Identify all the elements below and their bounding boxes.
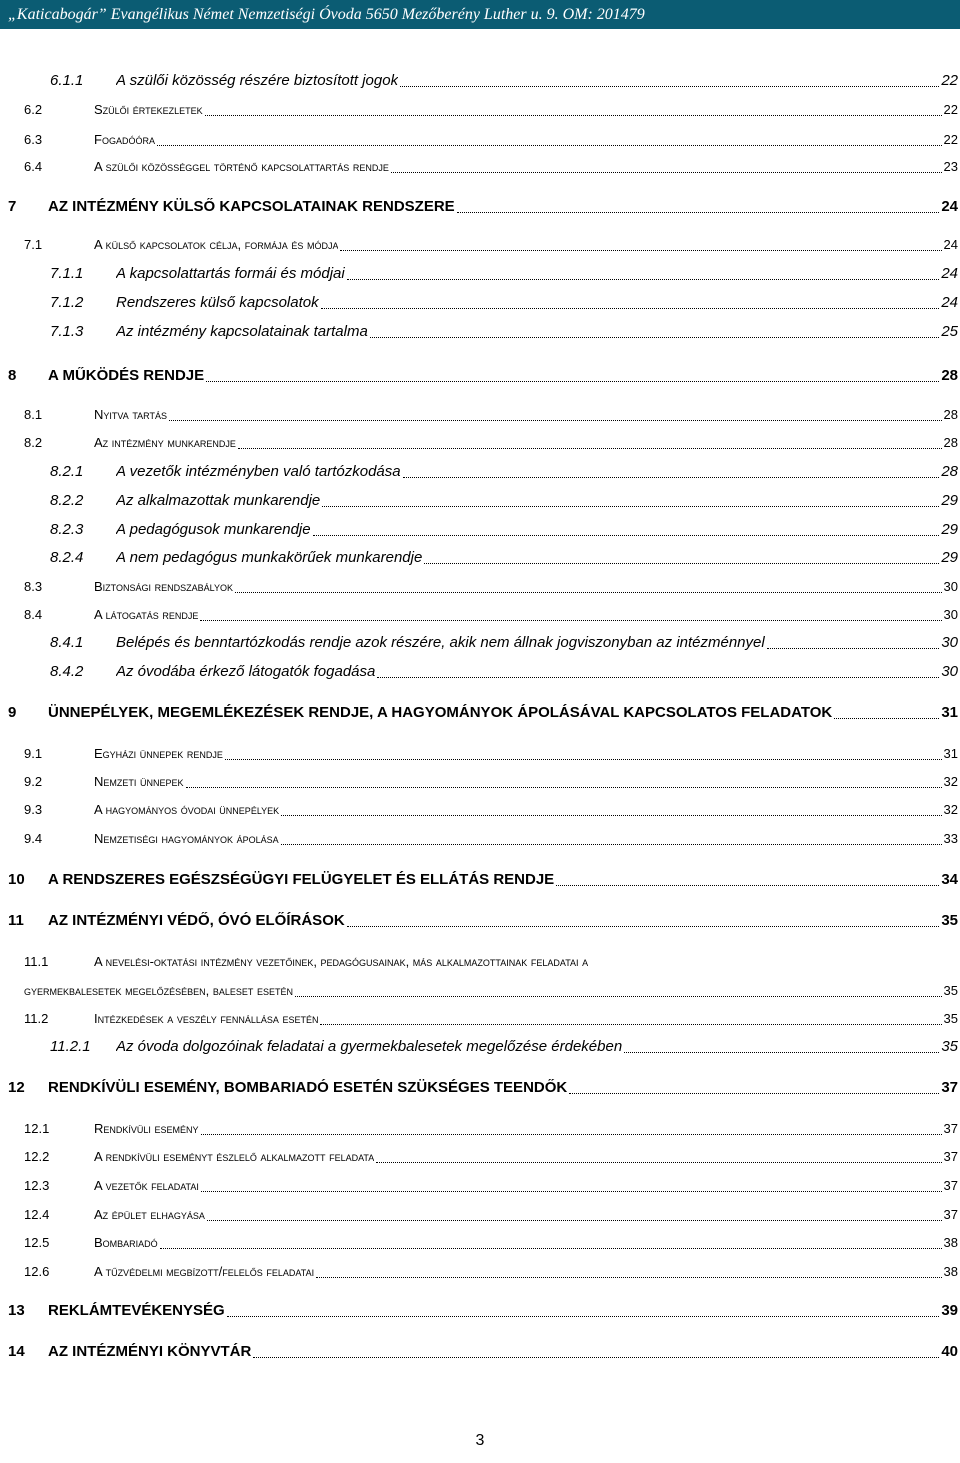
toc-entry-page: 25 [941, 323, 958, 340]
toc-entry-title: Az óvoda dolgozóinak feladatai a gyermekbalesetek megelőzése érdekében [116, 1038, 623, 1055]
toc-entry-number: 11.2.1 [50, 1038, 91, 1055]
toc-entry-page: 30 [943, 579, 958, 594]
toc-entry[interactable] [0, 700, 960, 722]
toc-entry-page: 30 [941, 663, 958, 680]
toc-entry-number: 8.4.2 [50, 663, 84, 680]
toc-entry[interactable] [0, 867, 960, 889]
toc-entry-number: 10 [8, 871, 25, 888]
toc-entry-page: 23 [943, 159, 958, 174]
toc-dot-leader [347, 926, 940, 927]
toc-entry-page: 31 [941, 704, 958, 721]
toc-entry-page: 37 [943, 1149, 958, 1164]
toc-entry[interactable] [0, 261, 960, 283]
toc-dot-leader [321, 308, 940, 309]
toc-entry-page: 22 [941, 72, 958, 89]
toc-dot-leader [225, 759, 942, 760]
toc-entry[interactable] [0, 459, 960, 481]
toc-dot-leader [157, 145, 942, 146]
toc-entry-number: 8.4 [24, 607, 43, 622]
toc-entry-number: 8.4.1 [50, 634, 84, 651]
toc-entry-title: Rendkívüli esemény [94, 1121, 199, 1136]
toc-entry-page: 32 [943, 774, 958, 789]
toc-entry-page: 24 [941, 198, 958, 215]
toc-entry-page: 39 [941, 1302, 958, 1319]
toc-entry-title: Nyitva tartás [94, 407, 168, 422]
toc-entry[interactable] [0, 402, 960, 424]
toc-entry[interactable] [0, 1339, 960, 1361]
toc-dot-leader [347, 279, 940, 280]
toc-entry[interactable] [0, 127, 960, 149]
toc-entry-title: Rendszeres külső kapcsolatok [116, 294, 319, 311]
toc-dot-leader [569, 1093, 939, 1094]
toc-entry-number: 8.2.4 [50, 549, 84, 566]
toc-entry-title: Fogadóóra [94, 132, 155, 147]
toc-entry-number: 11 [8, 912, 24, 929]
toc-dot-leader [316, 1277, 941, 1278]
toc-entry[interactable] [0, 659, 960, 681]
toc-entry[interactable] [0, 319, 960, 341]
toc-entry[interactable] [0, 363, 960, 385]
toc-entry[interactable] [0, 1202, 960, 1224]
toc-entry-title: Az alkalmazottak munkarendje [116, 492, 321, 509]
toc-dot-leader [624, 1052, 939, 1053]
toc-entry[interactable] [0, 1034, 960, 1056]
toc-dot-leader [834, 718, 939, 719]
toc-entry-number: 8.2.2 [50, 492, 84, 509]
toc-entry-title: A vezetők intézményben való tartózkodása [116, 463, 401, 480]
toc-entry[interactable] [0, 154, 960, 176]
toc-entry[interactable] [0, 1144, 960, 1166]
toc-entry-number: 9.4 [24, 831, 43, 846]
toc-entry-page: 40 [941, 1343, 958, 1360]
toc-dot-leader [281, 844, 942, 845]
toc-entry-title: gyermekbalesetek megelőzésében, baleset esetén [24, 983, 294, 998]
toc-dot-leader [556, 885, 939, 886]
toc-entry[interactable] [0, 908, 960, 930]
toc-entry-number: 8.2.1 [50, 463, 84, 480]
toc-entry-title: A kapcsolattartás formái és módjai [116, 265, 345, 282]
toc-entry-page: 24 [941, 265, 958, 282]
toc-entry-page: 29 [941, 521, 958, 538]
toc-entry-page: 34 [941, 871, 958, 888]
toc-entry-title: AZ INTÉZMÉNYI KÖNYVTÁR [48, 1343, 252, 1360]
toc-entry-page: 31 [943, 746, 958, 761]
toc-entry[interactable] [0, 1173, 960, 1195]
toc-entry-title: Az óvodába érkező látogatók fogadása [116, 663, 376, 680]
toc-entry[interactable] [0, 97, 960, 119]
toc-dot-leader [253, 1357, 939, 1358]
toc-entry-number: 14 [8, 1343, 25, 1360]
toc-entry-number: 12 [8, 1079, 25, 1096]
toc-entry[interactable] [0, 574, 960, 596]
toc-entry-page: 35 [941, 912, 958, 929]
toc-entry-title: AZ INTÉZMÉNY KÜLSŐ KAPCSOLATAINAK RENDSZERE [48, 198, 455, 215]
toc-entry[interactable] [0, 769, 960, 791]
toc-entry-number: 7.1 [24, 237, 43, 252]
toc-entry[interactable] [0, 826, 960, 848]
toc-entry-page: 22 [943, 102, 958, 117]
toc-dot-leader [403, 477, 940, 478]
toc-entry-title: A nevelési-oktatási intézmény vezetőinek, pedagógusainak, más alkalmazottainak feladatai a [94, 954, 589, 969]
toc-entry-page: 35 [943, 1011, 958, 1026]
toc-entry[interactable] [0, 949, 960, 971]
toc-entry-title: A külső kapcsolatok célja, formája és módja [94, 237, 339, 252]
toc-entry[interactable] [0, 68, 960, 90]
document-header: „Katicabogár” Evangélikus Német Nemzetiségi Óvoda 5650 Mezőberény Luther u. 9. OM: 201479 [0, 0, 960, 29]
toc-entry-title: A látogatás rendje [94, 607, 199, 622]
toc-entry-title: Az intézmény kapcsolatainak tartalma [116, 323, 368, 340]
toc-dot-leader [238, 448, 942, 449]
toc-entry-page: 35 [941, 1038, 958, 1055]
toc-dot-leader [424, 563, 939, 564]
toc-entry-title: Bombariadó [94, 1235, 158, 1250]
toc-entry[interactable] [0, 290, 960, 312]
toc-entry-page: 30 [943, 607, 958, 622]
toc-entry-number: 12.1 [24, 1121, 50, 1136]
toc-entry-title: Intézkedések a veszély fennállása esetén [94, 1011, 319, 1026]
toc-entry-page: 32 [943, 802, 958, 817]
toc-entry-page: 24 [943, 237, 958, 252]
toc-dot-leader [370, 337, 940, 338]
toc-entry[interactable] [0, 488, 960, 510]
toc-dot-leader [400, 86, 939, 87]
toc-entry-page: 38 [943, 1235, 958, 1250]
toc-entry-title: A vezetők feladatai [94, 1178, 199, 1193]
toc-dot-leader [320, 1024, 941, 1025]
toc-entry-number: 11.2 [24, 1011, 49, 1026]
toc-entry-page: 33 [943, 831, 958, 846]
toc-entry-title: A pedagógusok munkarendje [116, 521, 311, 538]
toc-entry-page: 29 [941, 492, 958, 509]
toc-dot-leader [391, 172, 942, 173]
toc-dot-leader [227, 1316, 940, 1317]
toc-entry-number: 6.1.1 [50, 72, 84, 89]
toc-entry-page: 29 [941, 549, 958, 566]
toc-entry-title: Egyházi ünnepek rendje [94, 746, 223, 761]
toc-entry-page: 28 [943, 407, 958, 422]
toc-entry-page: 30 [941, 634, 958, 651]
toc-entry-page: 28 [943, 435, 958, 450]
toc-dot-leader [206, 381, 939, 382]
toc-entry[interactable] [0, 1075, 960, 1097]
toc-entry-number: 6.4 [24, 159, 43, 174]
toc-entry[interactable] [0, 232, 960, 254]
toc-entry-number: 12.2 [24, 1149, 50, 1164]
toc-entry-number: 12.6 [24, 1264, 50, 1279]
toc-dot-leader [376, 1162, 941, 1163]
toc-entry-title: Belépés és benntartózkodás rendje azok részére, akik nem állnak jogviszonyban az intézménnyel [116, 634, 765, 651]
toc-entry-number: 8.1 [24, 407, 43, 422]
toc-entry[interactable] [0, 797, 960, 819]
toc-dot-leader [207, 1220, 942, 1221]
toc-dot-leader [295, 996, 942, 997]
toc-entry-title: REKLÁMTEVÉKENYSÉG [48, 1302, 225, 1319]
toc-entry-title: Az intézmény munkarendje [94, 435, 236, 450]
toc-dot-leader [205, 115, 942, 116]
toc-entry-page: 37 [943, 1178, 958, 1193]
toc-entry-page: 37 [943, 1121, 958, 1136]
toc-dot-leader [377, 677, 939, 678]
toc-entry[interactable] [0, 517, 960, 539]
toc-dot-leader [160, 1248, 942, 1249]
toc-entry-number: 13 [8, 1302, 25, 1319]
toc-entry-page: 28 [941, 367, 958, 384]
toc-entry[interactable] [0, 741, 960, 763]
toc-dot-leader [201, 1134, 942, 1135]
toc-entry-number: 7.1.2 [50, 294, 84, 311]
toc-entry-number: 11.1 [24, 954, 49, 969]
toc-entry-title: A nem pedagógus munkakörűek munkarendje [116, 549, 423, 566]
toc-dot-leader [767, 648, 940, 649]
toc-entry-title: A rendkívüli eseményt észlelő alkalmazott feladata [94, 1149, 375, 1164]
toc-entry-title: A RENDSZERES EGÉSZSÉGÜGYI FELÜGYELET ÉS ELLÁTÁS RENDJE [48, 871, 555, 888]
toc-entry-title: ÜNNEPÉLYEK, MEGEMLÉKEZÉSEK RENDJE, A HAGYOMÁNYOK ÁPOLÁSÁVAL KAPCSOLATOS FELADATOK [48, 704, 833, 721]
toc-dot-leader [340, 250, 941, 251]
toc-dot-leader [186, 787, 942, 788]
toc-entry[interactable] [0, 1259, 960, 1281]
toc-dot-leader [281, 815, 941, 816]
toc-entry-title: A tűzvédelmi megbízott/felelős feladatai [94, 1264, 315, 1279]
toc-entry-number: 6.3 [24, 132, 43, 147]
toc-entry-page: 24 [941, 294, 958, 311]
toc-entry[interactable] [0, 1006, 960, 1028]
toc-entry-title: A hagyományos óvodai ünnepélyek [94, 802, 280, 817]
page-number: 3 [475, 1432, 485, 1449]
toc-entry[interactable] [0, 1298, 960, 1320]
toc-dot-leader [313, 535, 940, 536]
toc-entry-number: 9.3 [24, 802, 43, 817]
toc-entry[interactable] [0, 1230, 960, 1252]
toc-entry-title: Nemzeti ünnepek [94, 774, 184, 789]
toc-entry[interactable] [0, 602, 960, 624]
toc-entry-number: 12.4 [24, 1207, 50, 1222]
toc-entry-page: 38 [943, 1264, 958, 1279]
toc-dot-leader [457, 212, 940, 213]
toc-entry-number: 8.2.3 [50, 521, 84, 538]
toc-dot-leader [169, 420, 942, 421]
toc-entry-title: RENDKÍVÜLI ESEMÉNY, BOMBARIADÓ ESETÉN SZÜKSÉGES TEENDŐK [48, 1079, 568, 1096]
toc-entry-page: 28 [941, 463, 958, 480]
toc-entry-page: 22 [943, 132, 958, 147]
toc-entry-title: A MŰKÖDÉS RENDJE [48, 367, 205, 384]
toc-dot-leader [201, 1191, 942, 1192]
toc-entry[interactable] [0, 194, 960, 216]
toc-entry-title: AZ INTÉZMÉNYI VÉDŐ, ÓVÓ ELŐÍRÁSOK [48, 912, 345, 929]
toc-entry-number: 8.2 [24, 435, 43, 450]
toc-entry-title: Szülői értekezletek [94, 102, 203, 117]
toc-entry-page: 37 [943, 1207, 958, 1222]
toc-entry-number: 7.1.3 [50, 323, 84, 340]
toc-entry-number: 6.2 [24, 102, 43, 117]
toc-entry-number: 8.3 [24, 579, 43, 594]
toc-entry-number: 7 [8, 198, 17, 215]
toc-entry-number: 9 [8, 704, 17, 721]
toc-entry-title: A szülői közösséggel történő kapcsolattartás rendje [94, 159, 389, 174]
toc-entry[interactable] [0, 978, 960, 1000]
toc-entry[interactable] [0, 430, 960, 452]
toc-dot-leader [322, 506, 939, 507]
toc-entry-page: 35 [943, 983, 958, 998]
toc-entry-number: 12.5 [24, 1235, 50, 1250]
toc-dot-leader [200, 620, 941, 621]
toc-entry-number: 8 [8, 367, 17, 384]
toc-entry-title: Biztonsági rendszabályok [94, 579, 233, 594]
toc-entry-title: Az épület elhagyása [94, 1207, 205, 1222]
toc-entry[interactable] [0, 545, 960, 567]
toc-entry-page: 37 [941, 1079, 958, 1096]
toc-entry-number: 7.1.1 [50, 265, 84, 282]
toc-dot-leader [235, 592, 942, 593]
toc-entry-title: A szülői közösség részére biztosított jogok [116, 72, 399, 89]
toc-entry[interactable] [0, 630, 960, 652]
toc-entry-number: 9.1 [24, 746, 43, 761]
toc-entry-number: 12.3 [24, 1178, 50, 1193]
toc-entry-number: 9.2 [24, 774, 43, 789]
toc-entry[interactable] [0, 1116, 960, 1138]
toc-entry-title: Nemzetiségi hagyományok ápolása [94, 831, 279, 846]
